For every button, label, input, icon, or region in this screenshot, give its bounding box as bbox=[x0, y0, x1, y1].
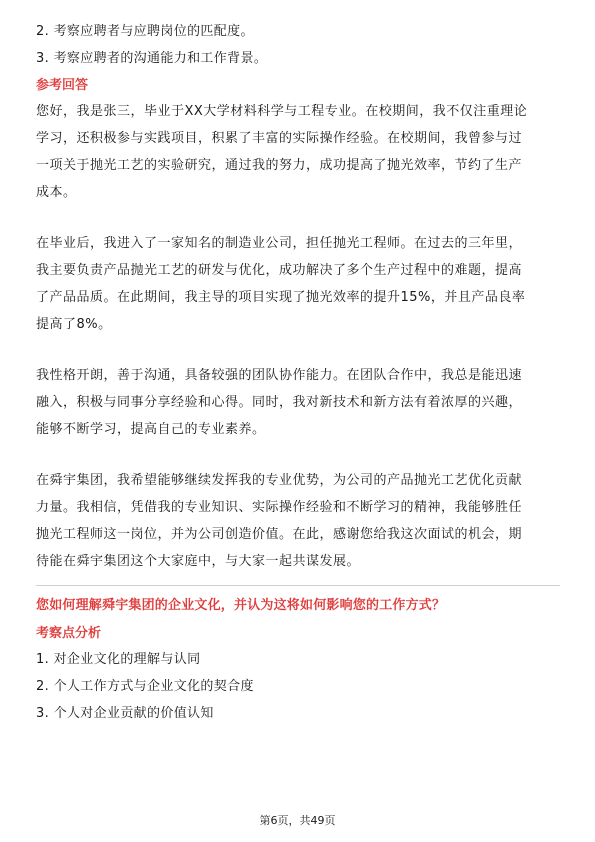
paragraph-line: 我性格开朗，善于沟通，具备较强的团队协作能力。在团队合作中，我总是能迅速 bbox=[36, 368, 523, 383]
list-item: 2. 考察应聘者与应聘岗位的匹配度。 bbox=[36, 24, 254, 39]
answer-paragraph-4 bbox=[36, 467, 560, 575]
list-item: 2. 个人工作方式与企业文化的契合度 bbox=[36, 679, 254, 694]
page-footer: 第6页，共49页 bbox=[259, 814, 336, 827]
analysis-heading: 考察点分析 bbox=[36, 626, 102, 641]
section-divider bbox=[36, 585, 560, 586]
list-item: 3. 个人对企业贡献的价值认知 bbox=[36, 706, 214, 721]
paragraph-line: 融入，积极与同事分享经验和心得。同时，我对新技术和新方法有着浓厚的兴趣， bbox=[36, 395, 523, 410]
paragraph-line: 待能在舜宇集团这个大家庭中，与大家一起共谋发展。 bbox=[36, 554, 361, 569]
answer-paragraph-3 bbox=[36, 362, 560, 443]
document-body bbox=[36, 18, 560, 727]
paragraph-line: 一项关于抛光工艺的实验研究，通过我的努力，成功提高了抛光效率，节约了生产 bbox=[36, 158, 523, 173]
paragraph-line: 我主要负责产品抛光工艺的研发与优化，成功解决了多个生产过程中的难题，提高 bbox=[36, 263, 523, 278]
paragraph-line: 您好，我是张三，毕业于XX大学材料科学与工程专业。在校期间，我不仅注重理论 bbox=[36, 104, 528, 119]
analysis-list bbox=[36, 646, 560, 727]
paragraph-line: 抛光工程师这一岗位，并为公司创造价值。在此，感谢您给我这次面试的机会，期 bbox=[36, 527, 523, 542]
paragraph-line: 成本。 bbox=[36, 185, 77, 200]
top-list bbox=[36, 18, 560, 72]
paragraph-line: 在舜宇集团，我希望能够继续发挥我的专业优势，为公司的产品抛光工艺优化贡献 bbox=[36, 473, 523, 488]
paragraph-line: 学习，还积极参与实践项目，积累了丰富的实际操作经验。在校期间，我曾参与过 bbox=[36, 131, 523, 146]
paragraph-line: 在毕业后，我进入了一家知名的制造业公司，担任抛光工程师。在过去的三年里， bbox=[36, 236, 523, 251]
paragraph-line: 能够不断学习，提高自己的专业素养。 bbox=[36, 422, 266, 437]
answer-heading: 参考回答 bbox=[36, 78, 89, 93]
answer-paragraph-2 bbox=[36, 230, 560, 338]
answer-paragraph-1 bbox=[36, 98, 560, 206]
list-item: 3. 考察应聘者的沟通能力和工作背景。 bbox=[36, 51, 268, 66]
list-item: 1. 对企业文化的理解与认同 bbox=[36, 652, 201, 667]
paragraph-line: 了产品品质。在此期间，我主导的项目实现了抛光效率的提升15%，并且产品良率 bbox=[36, 290, 526, 305]
question-heading: 您如何理解舜宇集团的企业文化，并认为这将如何影响您的工作方式？ bbox=[36, 598, 446, 613]
paragraph-line: 力量。我相信，凭借我的专业知识、实际操作经验和不断学习的精神，我能够胜任 bbox=[36, 500, 523, 515]
paragraph-line: 提高了8%。 bbox=[36, 317, 112, 332]
